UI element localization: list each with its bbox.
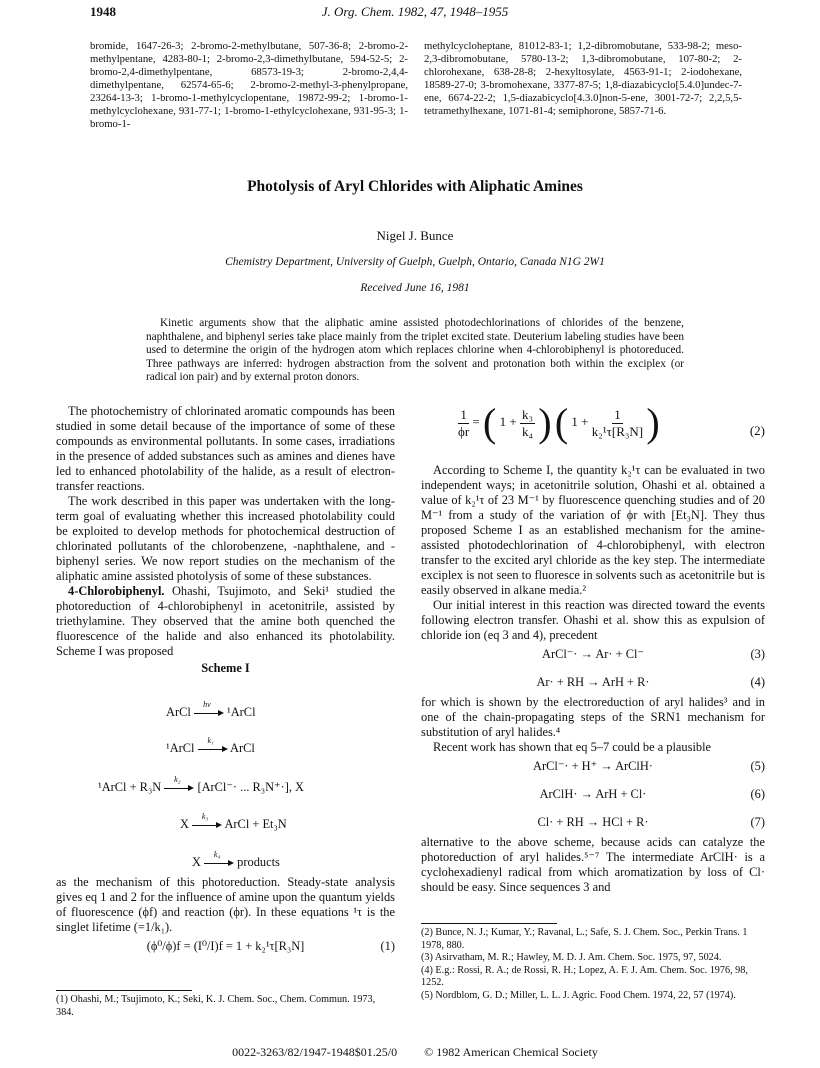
paragraph bbox=[56, 584, 395, 659]
reaction-arrow bbox=[192, 812, 222, 830]
denominator: ϕr bbox=[458, 423, 470, 439]
left-column-lower bbox=[56, 875, 395, 959]
left-paren: ( bbox=[554, 400, 569, 445]
equation-number: (1) bbox=[380, 939, 395, 953]
scheme-product: ArCl + Et₃N bbox=[224, 817, 287, 831]
arrow-label: k₄ bbox=[213, 850, 221, 860]
left-column bbox=[56, 404, 395, 676]
running-header bbox=[90, 4, 740, 20]
paragraph: The work described in this paper was undertaken with the long-term goal of evaluating whether this increased photolability could be exploited to develop methods for photochemical destruction of chlorinated pollutants of the chlorobenzene, -naphthalene, and -biphenyl series. We now report studies on the mechanism of the aliphatic amine assisted photolysis of some of these substances. bbox=[56, 494, 395, 583]
numerator: 1 bbox=[460, 406, 467, 422]
scheme-product: [ArCl⁻· ... R₃N⁺·], X bbox=[197, 780, 304, 794]
article-code: 0022-3263/82/1947-1948$01.25/0 bbox=[232, 1045, 398, 1059]
journal-citation: J. Org. Chem. 1982, 47, 1948–1955 bbox=[321, 4, 509, 19]
left-paren: ( bbox=[483, 400, 497, 445]
equation-6 bbox=[421, 787, 765, 807]
section-heading: 4-Chlorobiphenyl. bbox=[68, 584, 165, 598]
scheme-line-3 bbox=[98, 775, 304, 795]
arrow-label: k₁ bbox=[207, 736, 214, 746]
equation-text: ArCl⁻· → Ar· + Cl⁻ bbox=[542, 647, 644, 661]
scheme-title: Scheme I bbox=[201, 661, 250, 675]
copyright: © 1982 American Chemical Society bbox=[424, 1045, 598, 1059]
paragraph-text: Ohashi, Tsujimoto, and Seki¹ studied the photoreduction of 4-chlorobiphenyl in acetonitrile, assisted by triethylamine. They observed that the amine both quenched the fluorescence of the halide and also enhanced its photolability. Scheme I was proposed bbox=[56, 584, 395, 658]
footnote: (3) Asirvatham, M. R.; Hawley, M. D. J. Am. Chem. Soc. 1975, 97, 5024. bbox=[421, 952, 722, 963]
denominator: k₄ bbox=[521, 423, 533, 439]
fraction bbox=[592, 407, 643, 440]
equation-text: ArCl⁻· + H⁺ → ArClH· bbox=[533, 759, 653, 773]
right-paren: ) bbox=[538, 400, 552, 445]
equation-text: Ar· + RH → ArH + R· bbox=[536, 675, 650, 689]
paragraph: According to Scheme I, the quantity k₂¹τ can be evaluated in two independent ways; in acetonitrile solution, Ohashi et al. obtained a value of k₂¹τ of 23 M⁻¹ by fluorescence quenching studies and of 20 M⁻¹ from a study of the variation of ϕr with [Et₃N]. They thus proposed Scheme I as an established mechanism for the amine-assisted photodechlorination of 4-chlorobiphenyl, with electron transfer to the excited aryl chloride as the key step. The intermediate exciplex is not seen to fluoresce in solvents such as acetonitrile but is easily observed in alkane media.² bbox=[421, 463, 765, 597]
article-title: Photolysis of Aryl Chlorides with Aliphatic Amines bbox=[247, 178, 583, 195]
author-affiliation: Chemistry Department, University of Guelph, Guelph, Ontario, Canada N1G 2W1 bbox=[225, 256, 605, 268]
term: 1 + bbox=[499, 413, 517, 429]
equation-number: (5) bbox=[750, 759, 765, 773]
footnote-rule bbox=[56, 990, 192, 991]
equation-number: (2) bbox=[749, 423, 765, 438]
scheme-line-2 bbox=[166, 736, 255, 756]
arrow-label: k₃ bbox=[201, 812, 209, 822]
footnote: (4) E.g.: Rossi, R. A.; de Rossi, R. H.; Lopez, A. F. J. Am. Chem. Soc. 1976, 98, 1252. bbox=[421, 964, 748, 988]
reaction-arrow bbox=[194, 700, 224, 718]
denominator: k₂¹τ[R₃N] bbox=[591, 423, 644, 439]
paragraph: as the mechanism of this photoreduction. Steady-state analysis gives eq 1 and 2 for the influence of amine upon the quantum yields of fluorescence (ϕf) and reaction (ϕr). In these equations ¹τ is the singlet lifetime (=1/k₁). bbox=[56, 875, 395, 934]
registry-numbers-right: methylcycloheptane, 81012-83-1; 1,2-dibromobutane, 533-98-2; meso-2,3-dibromobutane, 5780-13-2; 1,3-dibromobutane, 107-80-2; 2-chlorohexane, 638-28-8; 2-hexyltosylate, 4563-91-1; 2-iodohexane, 18589-27-0; 3-bromohexane, 3377-87-5; 1,8-diazabicyclo[5.4.0]undec-7-ene, 6674-22-2; 1,5-diazabicyclo[4.3.0]non-5-ene, 3001-72-7; 2,2,5,5-tetramethylhexane, 1071-81-4; semiphorone, 5857-71-6. bbox=[424, 40, 742, 117]
registry-numbers-left: bromide, 1647-26-3; 2-bromo-2-methylbutane, 507-36-8; 2-bromo-2-methylpentane, 4283-80-1; 2-bromo-2,3-dimethylbutane, 594-52-5; 2-bromo-2,4-dimethylpentane, 68573-19-3; 2-bromo-2,4,4-dimethylpentane, 62574-65-6; 2-bromo-2-methyl-3-phenylpropane, 23264-13-3; 1-bromo-1-methylcyclopentane, 19872-99-2; 1-bromo-1-methylcyclohexane, 931-77-1; 1-bromo-1-ethylcyclohexane, 931-95-3; 1-bromo-1- bbox=[90, 40, 408, 130]
scheme-reactant: X bbox=[180, 817, 189, 831]
scheme-reactant: ¹ArCl bbox=[166, 741, 195, 755]
scheme-reactant: ¹ArCl + R₃N bbox=[98, 780, 162, 794]
equation-number: (3) bbox=[750, 647, 765, 661]
received-date: Received June 16, 1981 bbox=[360, 282, 470, 294]
reaction-arrow bbox=[164, 775, 194, 793]
paragraph: Our initial interest in this reaction was directed toward the events following electron transfer. Ohashi et al. show this as expulsion of chloride ion (eq 3 and 4), precedent bbox=[421, 598, 765, 642]
scheme-product: ArCl bbox=[230, 741, 255, 755]
paragraph: Recent work has shown that eq 5–7 could be a plausible bbox=[433, 740, 712, 754]
paragraph: alternative to the above scheme, because acids can catalyze the photoreduction of aryl halides.⁵⁻⁷ The intermediate ArClH· is a cyclohexadienyl radical from which aromatization by loss of Cl· should be easy. Since sequences 3 and bbox=[421, 835, 765, 894]
scheme-product: products bbox=[237, 855, 280, 869]
equation-7 bbox=[421, 815, 765, 835]
footnote: (5) Nordblom, G. D.; Miller, L. L. J. Agric. Food Chem. 1974, 22, 57 (1974). bbox=[421, 989, 736, 1001]
equation-1 bbox=[56, 939, 395, 959]
arrow-label: k₂ bbox=[174, 775, 181, 785]
abstract: Kinetic arguments show that the aliphatic amine assisted photodechlorinations of chlorides of the benzene, naphthalene, and biphenyl series take place mainly from the triplet excited state. Deuterium labeling studies have been used to determine the origin of the hydrogen atom which replaces chlorine when 4-chlorobiphenyl is photoreduced. Three pathways are inferred: hydrogen abstraction from the solvent and protonation both within the exciplex (or radical ion pair) and by external proton donors. bbox=[146, 317, 684, 384]
equation-number: (7) bbox=[750, 815, 765, 829]
page-footer bbox=[90, 1045, 740, 1060]
scheme-reactant: X bbox=[192, 855, 201, 869]
footnote-1: (1) Ohashi, M.; Tsujimoto, K.; Seki, K. J. Chem. Soc., Chem. Commun. 1973, 384. bbox=[56, 994, 376, 1018]
paragraph: for which is shown by the electroreduction of aryl halides³ and in one of the chain-propagating steps of the SRN1 mechanism for substitution of aryl halides.⁴ bbox=[421, 695, 765, 739]
fraction bbox=[458, 407, 469, 440]
right-paren: ) bbox=[646, 400, 660, 445]
footnotes-right bbox=[421, 927, 765, 1002]
scheme-product: ¹ArCl bbox=[227, 705, 256, 719]
paragraph: The photochemistry of chlorinated aromatic compounds has been studied in some detail because of the importance of some of these compounds as environmental pollutants. In some cases, irradiations in the presence of added substances such as amines and dienes have led to enhanced photolability of the halide, as a result of electron-transfer reactions. bbox=[56, 404, 395, 493]
arrow-label: hν bbox=[203, 700, 211, 710]
reaction-arrow bbox=[198, 736, 228, 754]
footnote: (2) Bunce, N. J.; Kumar, Y.; Ravanal, L.; Safe, S. J. Chem. Soc., Perkin Trans. 1 1978, 880. bbox=[421, 927, 748, 951]
scheme-line-4 bbox=[180, 812, 287, 832]
scheme-reactant: ArCl bbox=[166, 705, 191, 719]
reaction-arrow bbox=[204, 850, 234, 868]
fraction bbox=[520, 407, 535, 440]
equation-number: (6) bbox=[750, 787, 765, 801]
article-author: Nigel J. Bunce bbox=[376, 228, 454, 243]
footnote-rule bbox=[421, 923, 557, 924]
equation-text: ArClH· → ArH + Cl· bbox=[539, 787, 647, 801]
equation-number: (4) bbox=[750, 675, 765, 689]
scheme-line-1 bbox=[166, 700, 256, 720]
numerator: 1 bbox=[614, 406, 621, 422]
right-column bbox=[421, 463, 765, 895]
page-number: 1948 bbox=[90, 4, 116, 19]
equation-text: (ϕ⁰/ϕ)f = (I⁰/I)f = 1 + k₂¹τ[R₃N] bbox=[146, 939, 305, 953]
equals-sign: = bbox=[472, 413, 480, 429]
equation-5 bbox=[421, 759, 765, 779]
equation-text: Cl· + RH → HCl + R· bbox=[537, 815, 649, 829]
equation-3 bbox=[421, 647, 765, 667]
numerator: k₃ bbox=[521, 406, 533, 422]
scheme-line-5 bbox=[192, 850, 280, 870]
equation-4 bbox=[421, 675, 765, 695]
term: 1 + bbox=[571, 413, 589, 429]
equation-2 bbox=[436, 400, 765, 459]
